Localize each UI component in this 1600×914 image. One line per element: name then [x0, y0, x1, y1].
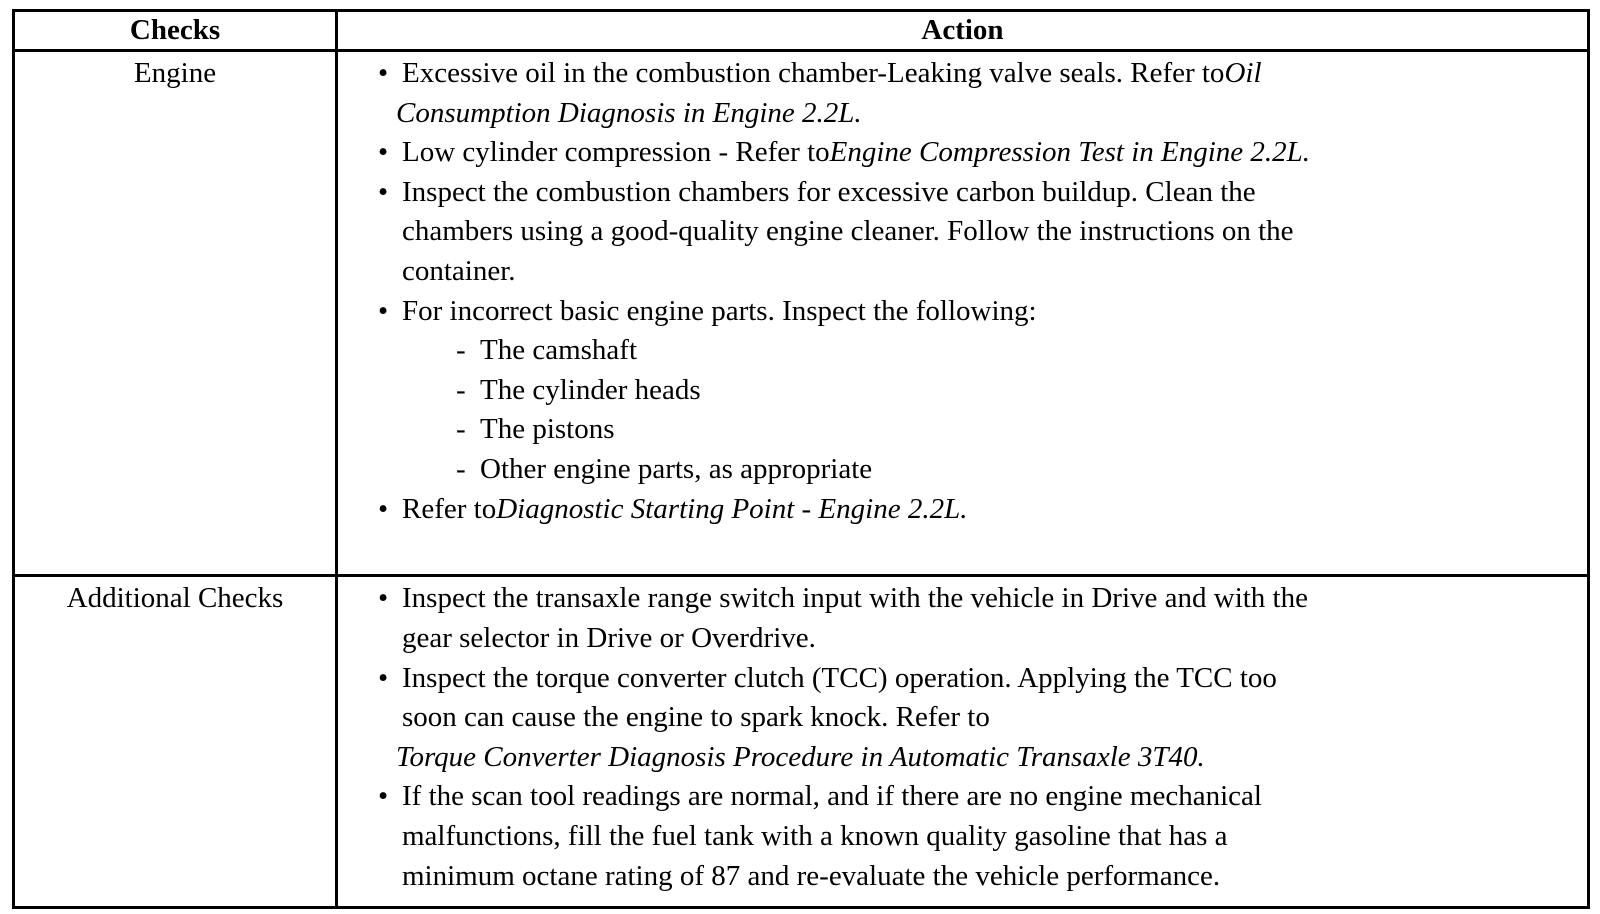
subitem: - The camshaft: [396, 331, 1336, 371]
action-item: [338, 659, 1336, 778]
action-text: For incorrect basic engine parts. Inspect the following:: [402, 294, 1037, 327]
action-text: Inspect the torque converter clutch (TCC) operation. Applying the TCC too soon can cause the engine to spark knock. Refer to: [402, 661, 1277, 734]
action-text: Low cylinder compression - Refer to: [402, 136, 830, 169]
action-item: [338, 490, 1336, 530]
subitem-list: [396, 331, 1336, 489]
header-checks: Checks: [14, 11, 337, 51]
header-row: [14, 11, 1589, 51]
action-text: Excessive oil in the combustion chamber-Leaking valve seals. Refer to: [402, 57, 1225, 89]
action-list-additional: [338, 579, 1587, 896]
action-text: Inspect the transaxle range switch input with the vehicle in Drive and with the gear selector in Drive or Overdrive.: [402, 582, 1308, 655]
check-cell-engine: Engine: [14, 51, 337, 576]
subitem: - Other engine parts, as appropriate: [396, 450, 1336, 490]
check-cell-additional: Additional Checks: [14, 576, 337, 908]
action-text: If the scan tool readings are normal, and if there are no engine mechanical malfunctions, fill the fuel tank with a known quality gasoline that has a minimum octane rating of 87 and re-evaluate the vehicle performance.: [402, 780, 1262, 892]
action-item: [338, 579, 1336, 658]
reference-link-text: Diagnostic Starting Point - Engine 2.2L.: [496, 492, 968, 525]
action-item: [338, 777, 1336, 896]
action-cell-engine: [337, 51, 1589, 576]
action-item: [338, 292, 1336, 490]
action-item: [338, 173, 1336, 292]
subitem: - The cylinder heads: [396, 371, 1336, 411]
diagnosis-table: [12, 9, 1590, 909]
action-cell-additional: [337, 576, 1589, 908]
table-row-engine: [14, 51, 1589, 576]
reference-link-text: Torque Converter Diagnosis Procedure in Automatic Transaxle 3T40.: [396, 740, 1205, 773]
subitem: - The pistons: [396, 410, 1336, 450]
table-row-additional-checks: [14, 576, 1589, 908]
table-header: [14, 11, 1589, 51]
table-body: [14, 51, 1589, 908]
action-text: Inspect the combustion chambers for excessive carbon buildup. Clean the chambers using a good-quality engine cleaner. Follow the instructions on the container.: [402, 175, 1294, 287]
action-list-engine: [338, 54, 1587, 529]
action-item: [338, 133, 1396, 173]
reference-link-text: Engine Compression Test in Engine 2.2L.: [829, 136, 1311, 169]
reference-link-text: Oil Consumption Diagnosis in Engine 2.2L.: [396, 57, 1262, 129]
header-action: Action: [337, 11, 1589, 51]
action-item: [338, 54, 1336, 133]
action-text: Refer to: [402, 492, 497, 525]
